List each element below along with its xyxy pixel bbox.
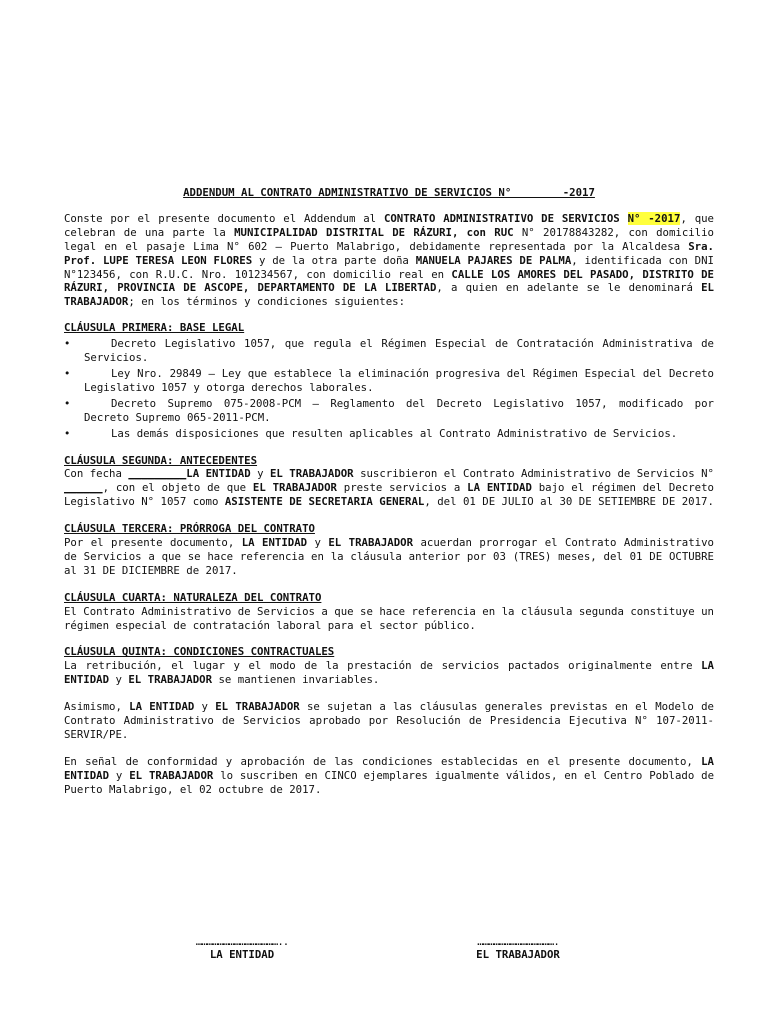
- worker-term: EL TRABAJADOR: [215, 700, 300, 714]
- signature-line: …………………………………….: [477, 935, 559, 948]
- worker-term: EL TRABAJADOR: [128, 673, 213, 687]
- intro-text: y de la otra parte doña: [252, 253, 416, 267]
- clause-text: y: [109, 768, 130, 782]
- list-item-text: Decreto Legislativo 1057, que regula el Régimen Especial de Contratación Administrativa de Servicios.: [84, 337, 714, 365]
- list-item-text: Las demás disposiciones que resulten aplicables al Contrato Administrativo de Servicios.: [111, 426, 678, 440]
- date-blank: _________: [128, 467, 187, 481]
- bullet-icon: •: [64, 337, 71, 351]
- bullet-icon: •: [64, 426, 71, 440]
- clause-text: preste servicios a: [336, 481, 468, 495]
- clause-text: y: [194, 700, 216, 714]
- clause-4-paragraph: El Contrato Administrativo de Servicios a que se hace referencia en la cláusula segunda constituye un régimen especial de contratación laboral para el sector público.: [64, 604, 714, 632]
- clause-text: , con el objeto de que: [102, 481, 253, 495]
- clause-text: y: [250, 467, 270, 481]
- worker-term: EL TRABAJADOR: [328, 536, 414, 550]
- list-item-text: Ley Nro. 29849 – Ley que establece la eliminación progresiva del Régimen Especial del Decreto Legislativo 1057 y otorga derechos laborales.: [84, 366, 714, 394]
- intro-text: , identificada con DNI N°123456, con R.U.C. Nro. 101234567, con domicilio real en: [64, 253, 714, 281]
- legal-basis-list: [64, 337, 714, 440]
- municipality-name: MUNICIPALIDAD DISTRITAL DE RÁZURI, con RUC: [234, 225, 514, 239]
- worker-term: EL TRABAJADOR: [129, 768, 214, 782]
- entity-term: LA ENTIDAD: [467, 481, 532, 495]
- clause-3-heading: CLÁUSULA TERCERA: PRÓRROGA DEL CONTRATO: [64, 522, 315, 536]
- worker-signature-label: EL TRABAJADOR: [476, 948, 560, 961]
- clause-text: se mantienen invariables.: [212, 673, 380, 687]
- clause-text: La retribución, el lugar y el modo de la prestación de servicios pactados originalmente entre: [64, 659, 702, 673]
- list-item: [64, 397, 714, 425]
- worker-signature: [448, 936, 588, 961]
- signature-line: ………………………………………..: [195, 935, 289, 948]
- list-item: [64, 427, 714, 441]
- intro-paragraph: [64, 212, 714, 309]
- clause-2-heading: CLÁUSULA SEGUNDA: ANTECEDENTES: [64, 453, 258, 467]
- clause-text: y: [109, 673, 129, 687]
- intro-text: ; en los términos y condiciones siguientes:: [128, 295, 406, 309]
- clause-text: se sujetan a las cláusulas generales previstas en el Modelo de Contrato Administrativo de Servicios aprobado por Resolución de Presidencia Ejecutiva N° 107-2011-SERVIR/PE.: [64, 700, 714, 741]
- number-blank: ______: [64, 481, 103, 495]
- worker-name: MANUELA PAJARES DE PALMA: [415, 253, 572, 267]
- clause-5-heading: CLÁUSULA QUINTA: CONDICIONES CONTRACTUALES: [64, 645, 335, 659]
- clause-1-heading: CLÁUSULA PRIMERA: BASE LEGAL: [64, 321, 245, 335]
- clause-text: suscribieron el Contrato Administrativo de Servicios N°: [353, 467, 714, 481]
- entity-term: LA ENTIDAD: [129, 700, 195, 714]
- worker-term: EL TRABAJADOR: [64, 281, 714, 309]
- worker-term: EL TRABAJADOR: [252, 481, 337, 495]
- clause-text: , del 01 DE JULIO al 30 DE SETIEMBRE DE 2017.: [424, 495, 714, 509]
- clause-4-heading: CLÁUSULA CUARTA: NATURALEZA DEL CONTRATO: [64, 590, 322, 604]
- clause-3-paragraph: [64, 536, 714, 578]
- closing-paragraph: [64, 755, 714, 797]
- clause-text: bajo el régimen del Decreto Legislativo N° 1057 como: [64, 481, 714, 509]
- entity-term: LA ENTIDAD: [64, 754, 714, 782]
- intro-text: , que celebran de una parte la: [64, 211, 714, 239]
- clause-text: lo suscriben en CINCO ejemplares igualmente válidos, en el Centro Poblado de Puerto Malabrigo, el 02 octubre de 2017.: [64, 768, 715, 796]
- clause-2-paragraph: [64, 467, 714, 509]
- entity-term: LA ENTIDAD: [241, 536, 308, 550]
- clause-5-paragraph-1: [64, 659, 714, 687]
- clause-text: En señal de conformidad y aprobación de las condiciones establecidas en el presente documento,: [64, 754, 702, 768]
- worker-address: CALLE LOS AMORES DEL PASADO, DISTRITO DE RÁZURI, PROVINCIA DE ASCOPE, DEPARTAMENTO DE LA LIBERTAD: [64, 267, 714, 295]
- position-title: ASISTENTE DE SECRETARIA GENERAL: [224, 495, 425, 509]
- document-body: [64, 186, 714, 797]
- contract-name: CONTRATO ADMINISTRATIVO DE SERVICIOS: [383, 211, 628, 225]
- list-item: [64, 337, 714, 365]
- list-item: [64, 367, 714, 395]
- intro-text: Conste por el presente documento el Addendum al: [64, 211, 384, 225]
- bullet-icon: •: [64, 396, 71, 410]
- clause-5-paragraph-2: [64, 700, 714, 742]
- bullet-icon: •: [64, 366, 71, 380]
- worker-term: EL TRABAJADOR: [269, 467, 354, 481]
- clause-text: y: [307, 536, 329, 550]
- mayor-name: Sra. Prof. LUPE TERESA LEON FLORES: [64, 239, 714, 267]
- entity-signature-label: LA ENTIDAD: [209, 948, 275, 961]
- clause-text: Con fecha: [64, 467, 129, 481]
- list-item-text: Decreto Supremo 075-2008-PCM – Reglamento del Decreto Legislativo 1057, modificado por Decreto Supremo 065-2011-PCM.: [84, 396, 714, 424]
- clause-text: Por el presente documento,: [64, 536, 242, 550]
- contract-number-highlight: N° -2017: [627, 211, 681, 225]
- clause-text: acuerdan prorrogar el Contrato Administrativo de Servicios a que se hace referencia en la cláusula anterior por 03 (TRES) meses, del 01 DE OCTUBRE al 31 DE DICIEMBRE de 2017.: [64, 536, 714, 577]
- clause-text: Asimismo,: [64, 700, 130, 714]
- intro-text: , a quien en adelante se le denominará: [436, 281, 702, 295]
- document-title: ADDENDUM AL CONTRATO ADMINISTRATIVO DE SERVICIOS N° -2017: [183, 186, 595, 199]
- entity-term: LA ENTIDAD: [186, 467, 251, 481]
- intro-text: N° 20178843282, con domicilio legal en el pasaje Lima N° 602 – Puerto Malabrigo, debidamente representada por la Alcaldesa: [64, 225, 714, 253]
- entity-term: LA ENTIDAD: [64, 659, 714, 687]
- entity-signature: [172, 936, 312, 961]
